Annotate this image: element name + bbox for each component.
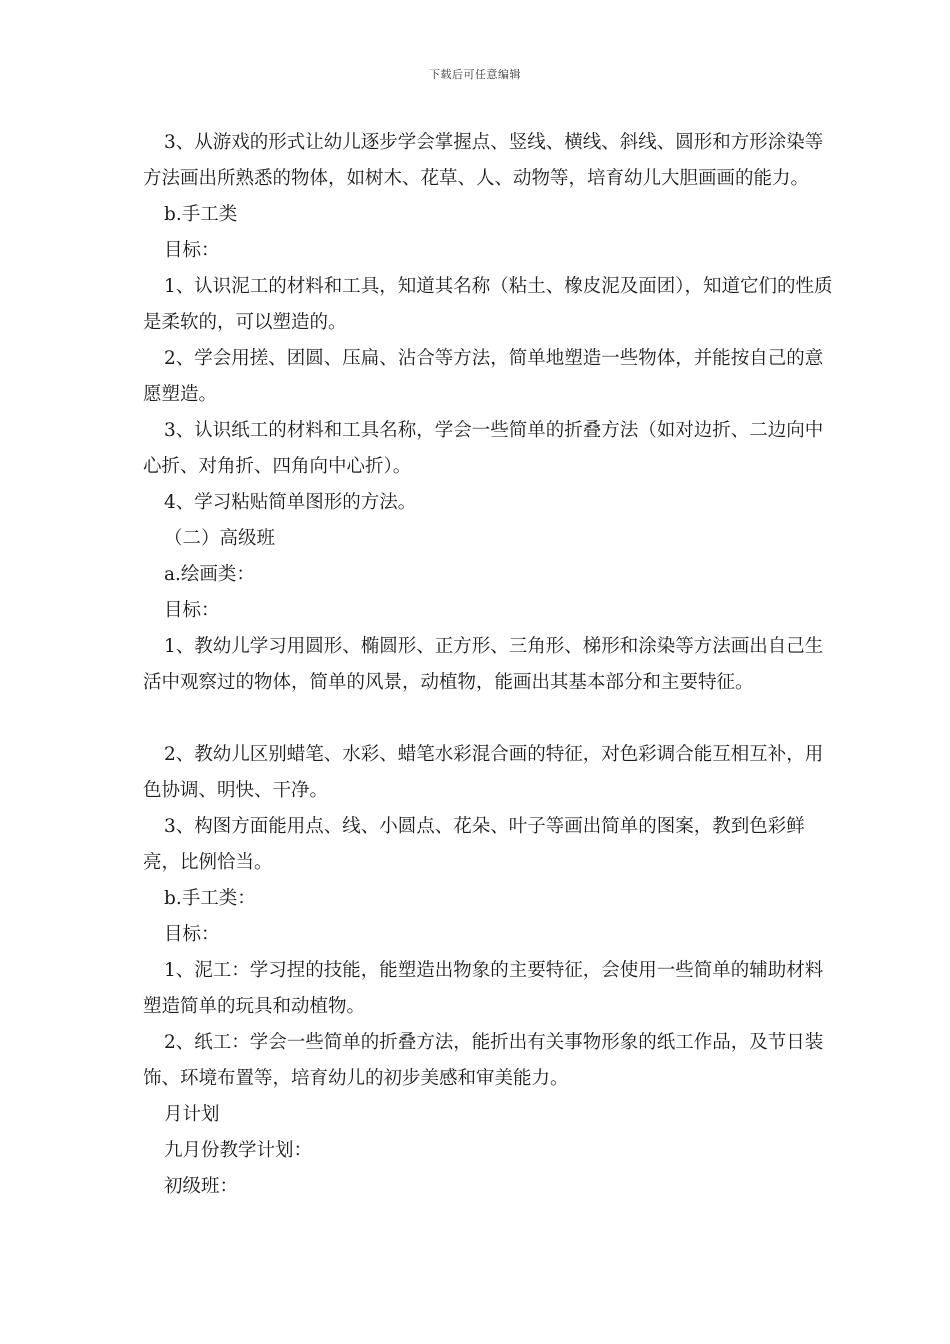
section-heading: b.手工类： <box>164 888 256 909</box>
section-heading: 初级班： <box>164 1176 239 1197</box>
paragraph: 2、纸工：学会一些简单的折叠方法，能折出有关事物形象的纸工作品，及节日装饰、环境布置等，培育幼儿的初步美感和审美能力。 <box>143 1032 824 1089</box>
paragraph: 3、认识纸工的材料和工具名称，学会一些简单的折叠方法（如对边折、二边向中心折、对角折、四角向中心折）。 <box>143 420 824 477</box>
goal-label: 目标： <box>164 240 220 261</box>
goal-label: 目标： <box>164 600 220 621</box>
paragraph: 2、教幼儿区别蜡笔、水彩、蜡笔水彩混合画的特征，对色彩调合能互相互补，用色协调、明快、干净。 <box>143 744 824 801</box>
blank-line <box>143 701 833 737</box>
paragraph: 3、构图方面能用点、线、小圆点、花朵、叶子等画出简单的图案，教到色彩鲜亮，比例恰当。 <box>143 816 805 873</box>
section-heading: a.绘画类： <box>164 564 255 585</box>
paragraph: 3、从游戏的形式让幼儿逐步学会掌握点、竖线、横线、斜线、圆形和方形涂染等方法画出所熟悉的物体，如树木、花草、人、动物等，培育幼儿大胆画画的能力。 <box>143 132 824 189</box>
paragraph: 1、认识泥工的材料和工具，知道其名称（粘土、橡皮泥及面团），知道它们的性质是柔软的，可以塑造的。 <box>143 276 833 333</box>
section-heading: 九月份教学计划： <box>164 1140 313 1161</box>
paragraph: 4、学习粘贴简单图形的方法。 <box>164 492 417 513</box>
section-heading: b.手工类 <box>164 204 238 225</box>
paragraph: 1、泥工：学习捏的技能，能塑造出物象的主要特征，会使用一些简单的辅助材料塑造简单的玩具和动植物。 <box>143 960 824 1017</box>
page-header: 下载后可任意编辑 <box>429 68 521 81</box>
section-heading: 月计划 <box>164 1104 220 1125</box>
paragraph: 2、学会用搓、团圆、压扁、沾合等方法，简单地塑造一些物体，并能按自己的意愿塑造。 <box>143 348 824 405</box>
document-body <box>143 125 833 1205</box>
goal-label: 目标： <box>164 924 220 945</box>
paragraph: 1、教幼儿学习用圆形、椭圆形、正方形、三角形、梯形和涂染等方法画出自己生活中观察过的物体，简单的风景，动植物，能画出其基本部分和主要特征。 <box>143 636 824 693</box>
section-heading: （二）高级班 <box>164 528 276 549</box>
